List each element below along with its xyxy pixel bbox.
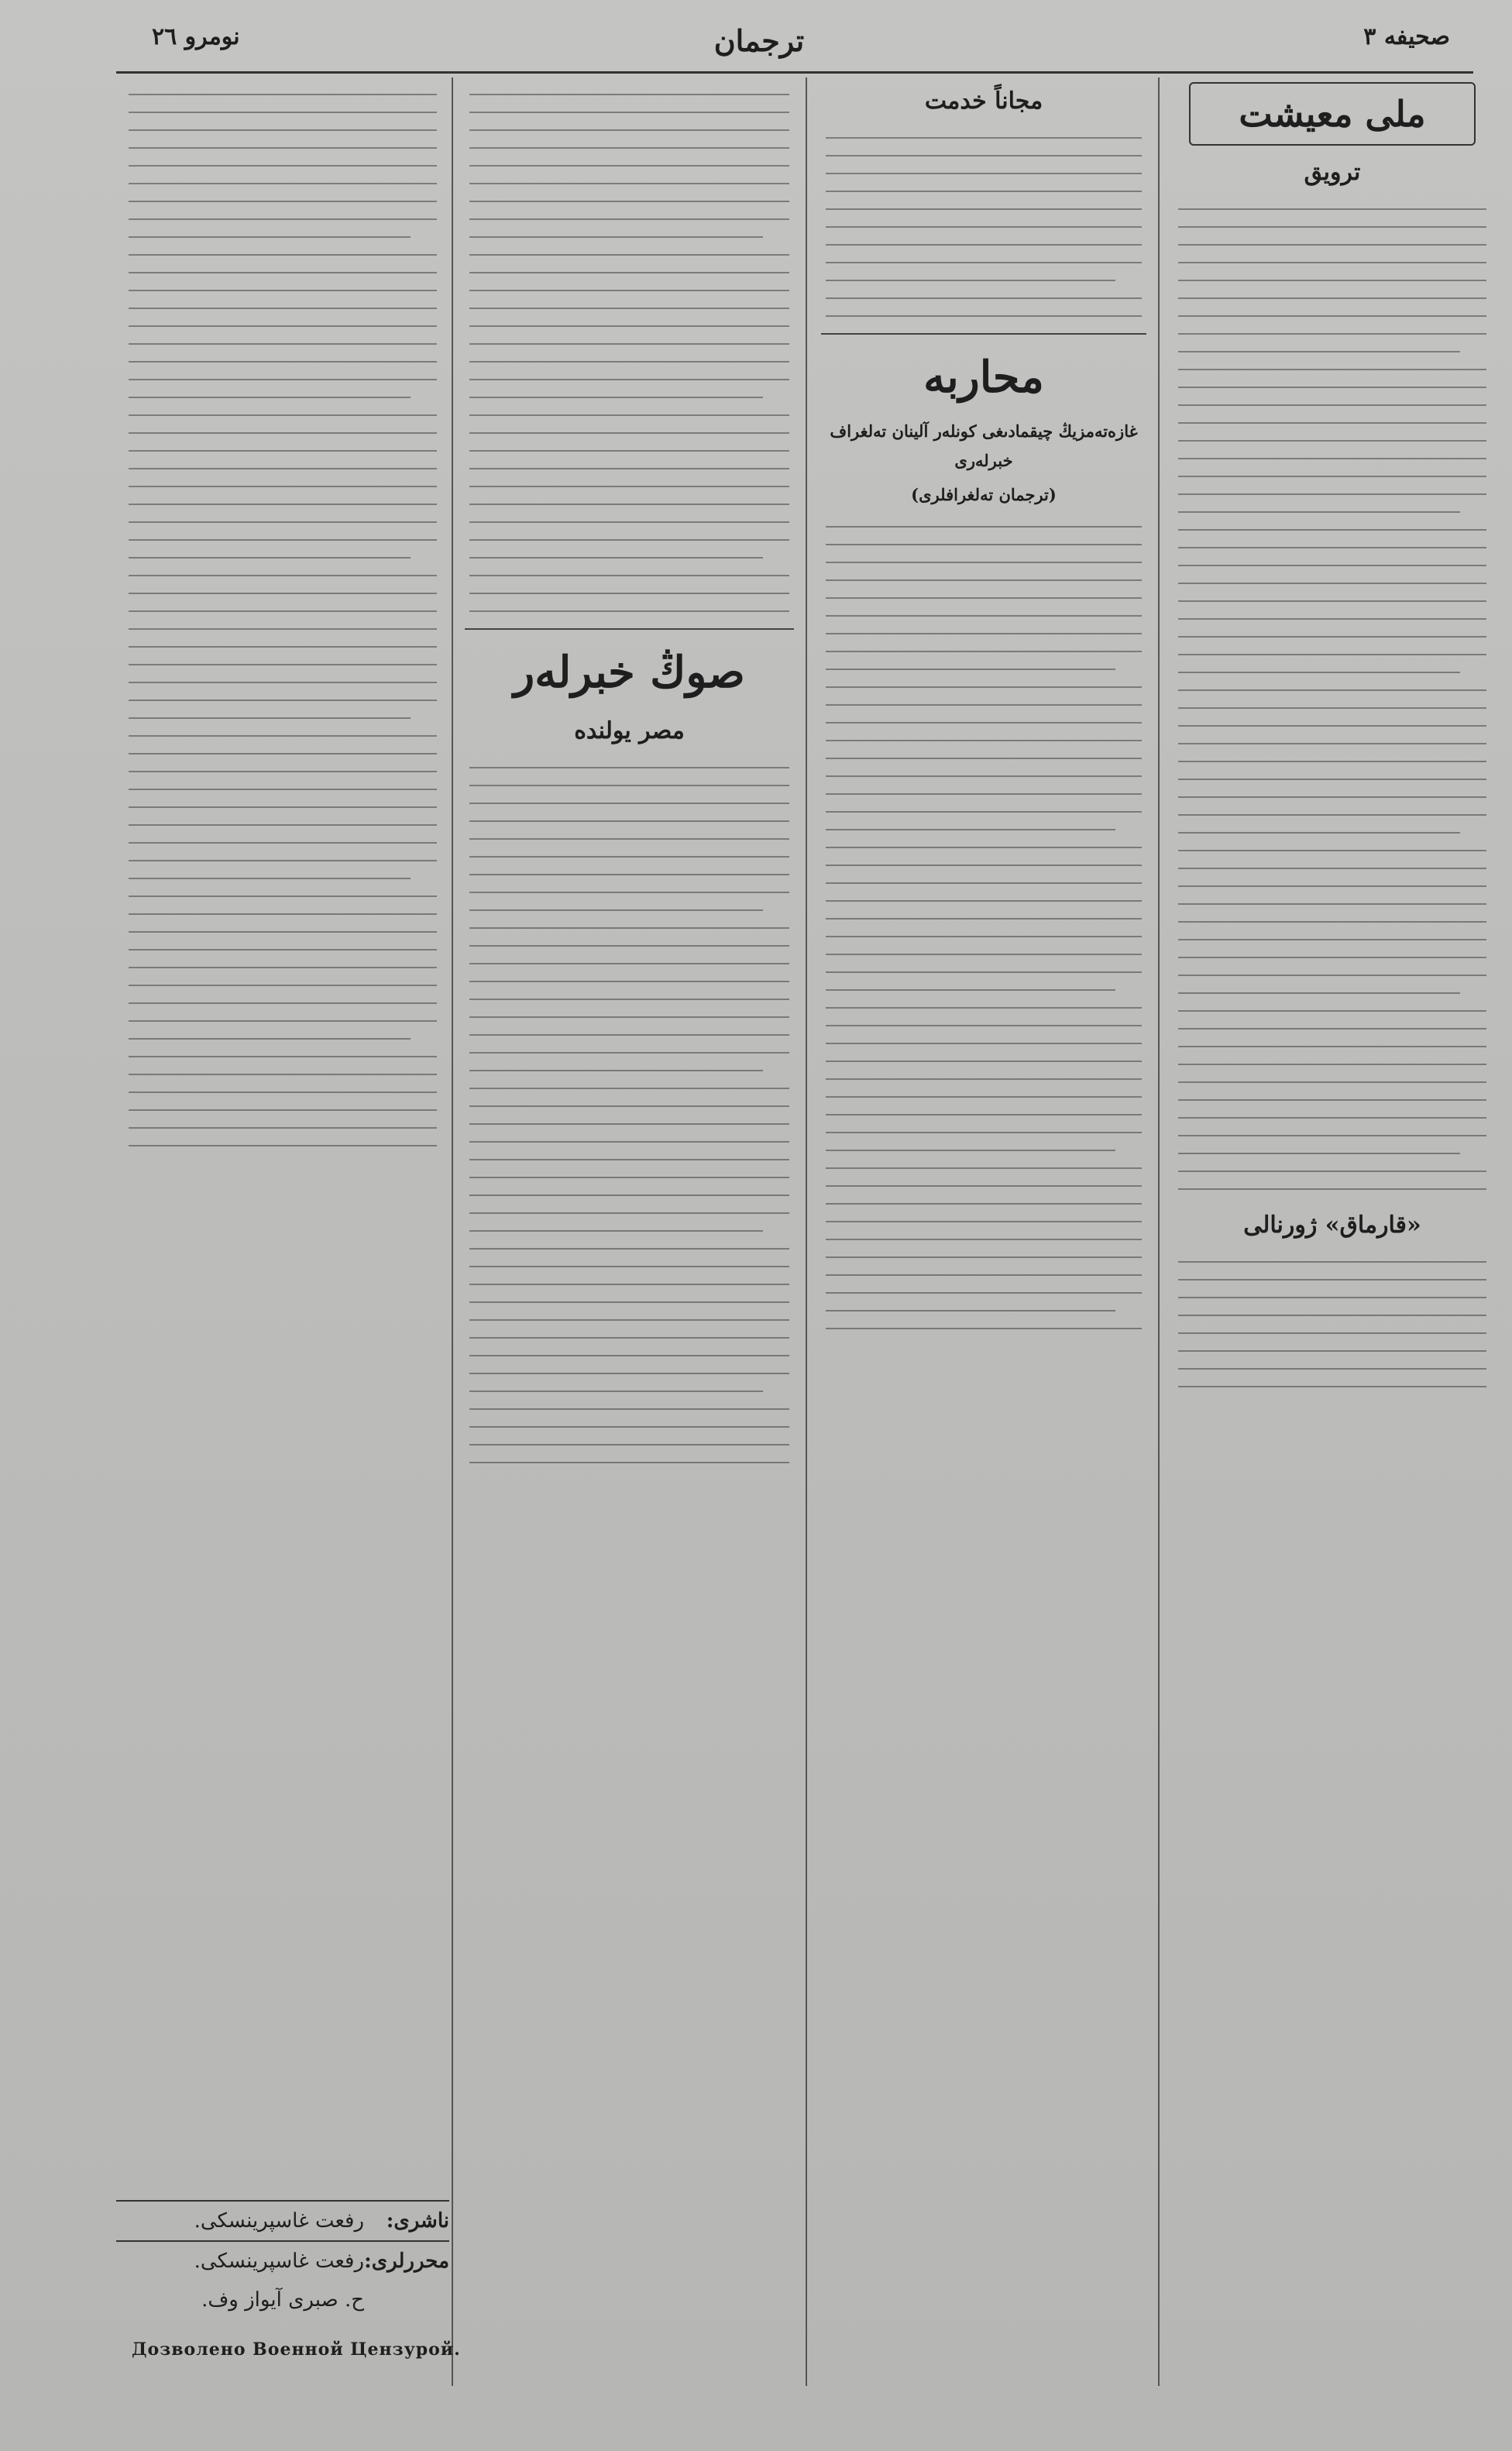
text-line bbox=[469, 557, 763, 559]
text-line bbox=[826, 208, 1142, 210]
text-line bbox=[129, 985, 437, 986]
text-line bbox=[826, 562, 1142, 563]
text-line bbox=[129, 593, 437, 594]
text-line bbox=[1178, 208, 1486, 210]
text-line bbox=[129, 112, 437, 113]
section-sub-note: (ترجمان تەلغرافلرى) bbox=[911, 485, 1057, 504]
text-line bbox=[469, 1177, 789, 1178]
separator bbox=[465, 628, 794, 630]
text-line bbox=[129, 646, 437, 648]
text-line bbox=[826, 1043, 1142, 1044]
text-line bbox=[129, 628, 437, 630]
text-line bbox=[1178, 743, 1486, 744]
text-line bbox=[1178, 654, 1486, 655]
text-line bbox=[469, 361, 789, 363]
text-line bbox=[826, 775, 1142, 777]
text-line bbox=[826, 882, 1142, 884]
text-line bbox=[469, 1016, 789, 1018]
text-line bbox=[129, 700, 437, 701]
text-line bbox=[469, 129, 789, 131]
text-line bbox=[469, 218, 789, 220]
text-line bbox=[826, 137, 1142, 139]
text-line bbox=[826, 1239, 1142, 1240]
text-line bbox=[826, 740, 1142, 741]
text-line bbox=[129, 824, 437, 826]
text-line bbox=[1178, 1153, 1460, 1154]
text-line bbox=[1178, 280, 1486, 281]
text-line bbox=[469, 486, 789, 487]
text-line bbox=[469, 1105, 789, 1107]
text-line bbox=[469, 1373, 789, 1374]
text-line bbox=[1178, 1297, 1486, 1298]
editors-list bbox=[116, 2242, 364, 2319]
text-line bbox=[129, 201, 437, 202]
text-line bbox=[1178, 796, 1486, 798]
text-line bbox=[826, 1292, 1142, 1294]
text-line bbox=[826, 954, 1142, 955]
text-line bbox=[1178, 565, 1486, 566]
text-line bbox=[1178, 1279, 1486, 1281]
text-line bbox=[469, 785, 789, 786]
text-line bbox=[469, 343, 789, 345]
text-line bbox=[826, 1060, 1142, 1062]
text-line bbox=[469, 1319, 789, 1321]
text-line bbox=[469, 468, 789, 469]
text-line bbox=[129, 1074, 437, 1075]
text-line bbox=[129, 521, 437, 523]
text-line bbox=[1178, 850, 1486, 851]
text-line bbox=[826, 1221, 1142, 1222]
text-line bbox=[826, 297, 1142, 299]
text-line bbox=[826, 1096, 1142, 1098]
text-line bbox=[129, 1056, 437, 1057]
text-line bbox=[826, 1328, 1142, 1329]
text-line bbox=[826, 936, 1142, 937]
text-line bbox=[469, 290, 789, 291]
text-line bbox=[1178, 547, 1486, 548]
text-line bbox=[129, 789, 437, 790]
text-line bbox=[469, 856, 789, 858]
text-line bbox=[1178, 921, 1486, 923]
text-line bbox=[826, 1256, 1142, 1258]
text-line bbox=[469, 1195, 789, 1196]
text-line bbox=[1178, 903, 1486, 905]
text-line bbox=[469, 999, 789, 1000]
text-line bbox=[826, 280, 1115, 281]
publisher-label: ناشرى: bbox=[386, 2209, 449, 2233]
column-war bbox=[813, 77, 1154, 2386]
text-line bbox=[1178, 779, 1486, 780]
text-line bbox=[1178, 226, 1486, 228]
text-line bbox=[1178, 1099, 1486, 1101]
text-line bbox=[826, 315, 1142, 317]
text-line bbox=[129, 735, 437, 737]
text-line bbox=[469, 379, 789, 380]
text-line bbox=[129, 842, 437, 844]
text-line bbox=[129, 218, 437, 220]
text-line bbox=[469, 1123, 789, 1125]
text-line bbox=[469, 308, 789, 309]
text-line bbox=[469, 803, 789, 804]
text-line bbox=[826, 1167, 1142, 1169]
text-line bbox=[1178, 939, 1486, 940]
text-line bbox=[826, 1150, 1115, 1151]
text-line bbox=[826, 173, 1142, 174]
text-line bbox=[129, 717, 411, 719]
text-line bbox=[129, 254, 437, 256]
text-line bbox=[1178, 885, 1486, 887]
text-line bbox=[469, 1391, 763, 1392]
text-line bbox=[826, 579, 1142, 581]
article-body bbox=[1174, 208, 1491, 1190]
text-line bbox=[129, 575, 437, 576]
text-line bbox=[1178, 583, 1486, 584]
text-line bbox=[129, 1091, 437, 1093]
text-line bbox=[826, 544, 1142, 545]
text-line bbox=[1178, 1386, 1486, 1387]
text-line bbox=[469, 820, 789, 822]
text-line bbox=[469, 397, 763, 398]
text-line bbox=[129, 967, 437, 968]
text-line bbox=[826, 829, 1115, 830]
text-line bbox=[469, 94, 789, 95]
text-line bbox=[826, 1007, 1142, 1009]
text-line bbox=[1178, 761, 1486, 762]
text-line bbox=[469, 838, 789, 840]
text-line bbox=[469, 1052, 789, 1054]
text-line bbox=[469, 1266, 789, 1267]
text-line bbox=[826, 793, 1142, 795]
article-body bbox=[465, 94, 794, 612]
text-line bbox=[826, 526, 1142, 528]
text-line bbox=[469, 539, 789, 541]
text-line bbox=[1178, 440, 1486, 442]
text-line bbox=[826, 155, 1142, 156]
text-line bbox=[826, 989, 1115, 991]
text-line bbox=[1178, 600, 1486, 602]
text-line bbox=[1178, 493, 1486, 495]
text-line bbox=[469, 254, 789, 256]
publisher-name: رفعت غاسپرينسكى. bbox=[194, 2209, 364, 2233]
section-subtitle: ترويق bbox=[1304, 159, 1361, 186]
text-line bbox=[129, 468, 437, 469]
text-line bbox=[469, 1070, 763, 1071]
text-line bbox=[1178, 351, 1460, 352]
text-line bbox=[469, 1462, 789, 1463]
text-line bbox=[469, 112, 789, 113]
text-line bbox=[129, 361, 437, 363]
text-line bbox=[826, 847, 1142, 848]
text-line bbox=[1178, 975, 1486, 976]
header-rule bbox=[116, 71, 1473, 74]
text-line bbox=[129, 1002, 437, 1004]
text-line bbox=[826, 900, 1142, 902]
text-line bbox=[826, 1078, 1142, 1080]
text-line bbox=[826, 918, 1142, 920]
text-line bbox=[469, 432, 789, 434]
editors-row bbox=[116, 2240, 449, 2319]
text-line bbox=[1178, 1081, 1486, 1083]
text-line bbox=[469, 325, 789, 327]
text-line bbox=[1178, 369, 1486, 370]
text-line bbox=[469, 892, 789, 893]
text-line bbox=[129, 931, 437, 933]
section-title: صوڭ خبرلەر bbox=[514, 647, 745, 698]
section-title: محاربه bbox=[923, 352, 1044, 403]
text-line bbox=[469, 521, 789, 523]
text-line bbox=[826, 615, 1142, 617]
text-line bbox=[826, 1185, 1142, 1187]
text-line bbox=[129, 325, 437, 327]
text-line bbox=[469, 1034, 789, 1036]
editors-label: محررلرى: bbox=[364, 2250, 449, 2273]
text-line bbox=[1178, 529, 1486, 531]
text-line bbox=[469, 1088, 789, 1089]
text-line bbox=[826, 811, 1142, 813]
text-line bbox=[1178, 387, 1486, 388]
article-body bbox=[821, 526, 1146, 1329]
text-line bbox=[129, 183, 437, 184]
publisher-row bbox=[116, 2200, 449, 2240]
text-line bbox=[826, 1114, 1142, 1115]
text-line bbox=[129, 414, 437, 416]
text-line bbox=[129, 290, 437, 291]
text-line bbox=[469, 183, 789, 184]
sub-heading: «قارماق» ژورنالى bbox=[1243, 1212, 1421, 1239]
section-note: غازەتەمزيڭ چيقمادىغى كونلەر آلينان تەلغراف خبرلەرى bbox=[830, 421, 1138, 470]
text-line bbox=[469, 909, 763, 911]
text-line bbox=[1178, 1188, 1486, 1190]
text-line bbox=[826, 722, 1142, 724]
text-line bbox=[129, 771, 437, 772]
article-body bbox=[1174, 1261, 1491, 1387]
text-line bbox=[1178, 689, 1486, 691]
text-line bbox=[1178, 511, 1460, 513]
text-line bbox=[469, 767, 789, 768]
text-line bbox=[129, 486, 437, 487]
text-line bbox=[1178, 618, 1486, 620]
column-divider bbox=[452, 77, 453, 2386]
text-line bbox=[1178, 404, 1486, 406]
text-line bbox=[129, 557, 411, 559]
text-line bbox=[1178, 297, 1486, 299]
text-line bbox=[469, 1426, 789, 1428]
text-line bbox=[129, 878, 411, 879]
text-line bbox=[129, 129, 437, 131]
text-line bbox=[469, 272, 789, 273]
text-line bbox=[1178, 1368, 1486, 1370]
text-line bbox=[129, 1020, 437, 1022]
text-line bbox=[129, 1127, 437, 1129]
text-line bbox=[469, 1248, 789, 1250]
text-line bbox=[1178, 1046, 1486, 1047]
text-line bbox=[1178, 422, 1486, 424]
page-number: صحيفه ٣ bbox=[1363, 23, 1450, 50]
text-line bbox=[1178, 832, 1460, 834]
text-line bbox=[469, 610, 789, 612]
text-line bbox=[469, 504, 789, 505]
text-line bbox=[469, 981, 789, 982]
text-line bbox=[826, 758, 1142, 759]
text-line bbox=[1178, 707, 1486, 709]
text-line bbox=[129, 343, 437, 345]
text-line bbox=[826, 1274, 1142, 1276]
text-line bbox=[129, 895, 437, 897]
text-line bbox=[1178, 458, 1486, 459]
text-line bbox=[1178, 1010, 1486, 1012]
text-line bbox=[129, 1109, 437, 1111]
text-line bbox=[1178, 1170, 1486, 1172]
column-divider bbox=[806, 77, 807, 2386]
text-line bbox=[129, 379, 437, 380]
text-line bbox=[469, 165, 789, 167]
text-line bbox=[129, 147, 437, 149]
text-line bbox=[469, 1337, 789, 1339]
text-line bbox=[469, 1408, 789, 1410]
column-latest-news bbox=[457, 77, 802, 2386]
text-line bbox=[129, 860, 437, 861]
text-line bbox=[469, 1141, 789, 1143]
text-line bbox=[469, 575, 789, 576]
text-line bbox=[826, 704, 1142, 706]
text-line bbox=[469, 1159, 789, 1160]
text-line bbox=[129, 1038, 411, 1040]
column-divider bbox=[1158, 77, 1160, 2386]
text-line bbox=[129, 504, 437, 505]
text-line bbox=[129, 806, 437, 808]
text-line bbox=[129, 397, 411, 398]
text-line bbox=[129, 165, 437, 167]
text-line bbox=[469, 236, 763, 238]
section-subtitle: مصر يولندە bbox=[574, 717, 685, 744]
text-line bbox=[129, 432, 437, 434]
text-line bbox=[469, 927, 789, 929]
text-line bbox=[469, 201, 789, 202]
text-line bbox=[1178, 1350, 1486, 1352]
text-line bbox=[129, 539, 437, 541]
text-line bbox=[1178, 315, 1486, 317]
article-body bbox=[465, 767, 794, 1463]
text-line bbox=[469, 874, 789, 875]
article-heading: مجاناً خدمت bbox=[924, 88, 1043, 115]
imprint-box bbox=[116, 2200, 449, 2319]
article-body bbox=[821, 137, 1146, 317]
text-line bbox=[129, 308, 437, 309]
text-line bbox=[129, 450, 437, 452]
text-line bbox=[129, 753, 437, 755]
text-line bbox=[1178, 868, 1486, 869]
column-national-life bbox=[1166, 77, 1499, 2386]
text-line bbox=[469, 450, 789, 452]
text-line bbox=[469, 1444, 789, 1446]
text-line bbox=[129, 610, 437, 612]
text-line bbox=[826, 1310, 1115, 1311]
text-line bbox=[1178, 262, 1486, 263]
editor-name: رفعت غاسپرينسكى. bbox=[194, 2250, 364, 2273]
text-line bbox=[469, 593, 789, 594]
separator bbox=[821, 333, 1146, 335]
text-line bbox=[826, 244, 1142, 246]
text-line bbox=[826, 686, 1142, 688]
text-line bbox=[129, 94, 437, 95]
issue-number: نومرو ٢٦ bbox=[152, 23, 240, 50]
text-line bbox=[1178, 244, 1486, 246]
text-line bbox=[1178, 672, 1460, 673]
text-line bbox=[469, 1355, 789, 1356]
text-line bbox=[1178, 1028, 1486, 1030]
section-title: ملى معيشت bbox=[1189, 82, 1476, 146]
text-line bbox=[129, 682, 437, 683]
text-line bbox=[469, 1230, 763, 1232]
text-line bbox=[826, 651, 1142, 652]
text-line bbox=[826, 597, 1142, 599]
text-line bbox=[826, 191, 1142, 192]
text-line bbox=[1178, 814, 1486, 816]
text-line bbox=[826, 262, 1142, 263]
text-line bbox=[1178, 1135, 1486, 1136]
text-line bbox=[469, 945, 789, 947]
text-line bbox=[129, 236, 411, 238]
text-line bbox=[469, 1301, 789, 1303]
text-line bbox=[1178, 992, 1460, 994]
text-line bbox=[1178, 1315, 1486, 1316]
text-line bbox=[469, 414, 789, 416]
text-line bbox=[1178, 1332, 1486, 1334]
text-line bbox=[826, 633, 1142, 634]
text-line bbox=[129, 913, 437, 915]
text-line bbox=[1178, 957, 1486, 958]
text-line bbox=[826, 669, 1115, 670]
text-line bbox=[469, 1212, 789, 1214]
censorship-notice: Дозволено Военной Цензурой. bbox=[132, 2339, 461, 2360]
text-line bbox=[129, 272, 437, 273]
text-line bbox=[129, 1145, 437, 1146]
text-line bbox=[1178, 476, 1486, 477]
text-line bbox=[1178, 725, 1486, 727]
text-line bbox=[469, 1284, 789, 1285]
text-line bbox=[469, 963, 789, 964]
text-line bbox=[1178, 1261, 1486, 1263]
article-body bbox=[124, 94, 442, 1146]
column-dispatches bbox=[116, 77, 449, 2185]
text-line bbox=[826, 971, 1142, 973]
text-line bbox=[1178, 636, 1486, 638]
text-line bbox=[1178, 333, 1486, 335]
text-line bbox=[1178, 1117, 1486, 1119]
text-line bbox=[826, 865, 1142, 866]
text-line bbox=[826, 226, 1142, 228]
text-line bbox=[469, 147, 789, 149]
text-line bbox=[129, 949, 437, 950]
editor-name: ح. صبرى آيواز وف. bbox=[201, 2288, 364, 2312]
newspaper-title: ترجمان bbox=[713, 23, 805, 58]
text-line bbox=[129, 664, 437, 665]
text-line bbox=[1178, 1064, 1486, 1065]
text-line bbox=[826, 1025, 1142, 1026]
text-line bbox=[826, 1203, 1142, 1205]
text-line bbox=[826, 1132, 1142, 1133]
